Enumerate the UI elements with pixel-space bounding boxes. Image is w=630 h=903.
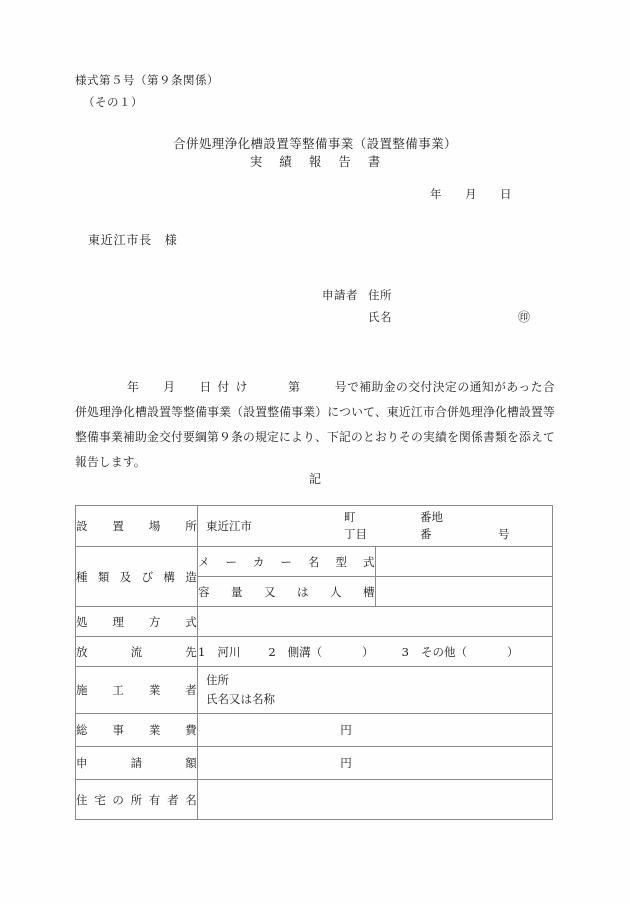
applicant-address-label: 住所 [368,288,392,302]
cell-builder[interactable] [198,667,553,714]
date-line: 年 月 日 [430,187,518,201]
application-amount-currency: 円 [340,756,352,770]
label-capacity: 容量又は人槽 [198,577,376,607]
body-line2: 設置等整備事業（設置整備事業）について、東近江市合併処理浄化槽設置等整備事業補助 [75,405,555,444]
cell-discharge-destination[interactable] [198,637,553,667]
cell-place-address[interactable] [198,506,553,547]
discharge-option-2-close: ） [362,644,374,659]
cell-application-amount[interactable] [198,747,553,780]
body-date-blank: 年 月 日付け [127,380,254,394]
label-application-amount: 申請額 [76,747,198,780]
label-house-owner: 住宅の所有者名 [76,780,198,820]
label-place: 設置場所 [76,506,198,547]
cell-treatment-method[interactable] [198,607,553,637]
body-doc-no-label: 第 [287,380,301,394]
label-maker-model: メーカー名型式 [198,547,376,577]
discharge-options [198,644,552,660]
address-grid [198,506,552,546]
table-row-builder [76,667,553,714]
label-type-structure: 種類及び構造 [76,547,198,607]
label-total-cost: 総事業費 [76,714,198,747]
discharge-option-1-number: 1 [198,644,206,659]
addressee: 東近江市長 様 [88,233,178,247]
report-details-table [75,505,553,820]
applicant-role-label: 申請者 [322,288,358,302]
address-unit-ban: 番 [420,527,432,541]
label-treatment-method: 処理方式 [76,607,198,637]
table-row-outlet [76,637,553,667]
discharge-option-3-close: ） [506,644,519,659]
seal-icon: ㊞ [518,310,531,324]
form-number: 様式第５号（第９条関係） [75,73,219,87]
discharge-option-2-number: 2 [268,644,276,659]
form-part-number: （その１） [83,95,143,109]
discharge-option-1-label[interactable]: 河川 [217,644,241,659]
discharge-option-3-label[interactable]: その他（ [420,644,467,659]
applicant-name-label: 氏名 [368,310,392,324]
cell-house-owner[interactable] [198,780,553,820]
applicant-address-row [322,287,530,309]
address-unit-town: 町 [344,510,356,524]
body-line3: 金交付要綱第９条の規定により、下記のとおりその実績を関係書類を添えて報告します。 [75,430,555,469]
table-row-owner [76,780,553,820]
address-city: 東近江市 [206,519,252,533]
table-row-total-cost [76,714,553,747]
total-cost-currency: 円 [340,723,352,737]
discharge-option-3-number: 3 [401,644,409,659]
ki-marker: 記 [308,472,321,486]
document-title-main: 合併処理浄化槽設置等整備事業（設置整備事業） [173,136,457,151]
table-row-treatment [76,607,553,637]
address-unit-banchi: 番地 [420,510,443,524]
document-title-sub: 実績報告書 [249,154,398,169]
table-row-application-amount [76,747,553,780]
builder-name-label: 氏名又は名称 [206,692,275,706]
cell-total-cost[interactable] [198,714,553,747]
discharge-option-2-label[interactable]: 側溝（ [287,644,323,659]
address-unit-go: 号 [498,527,510,541]
table-row-place [76,506,553,547]
builder-address-label: 住所 [206,673,229,687]
cell-maker-model[interactable] [375,547,553,577]
cell-capacity[interactable] [375,577,553,607]
label-discharge-destination: 放流先 [76,637,198,667]
body-line1-tail: 号で補助金の交付決定の通知があった合併処理浄化槽 [75,380,555,419]
address-unit-chome: 丁目 [344,527,367,541]
applicant-name-row [322,309,530,331]
table-row-type-maker [76,547,553,577]
label-builder: 施工業者 [76,667,198,714]
applicant-block [322,287,530,331]
builder-lines [198,667,552,713]
body-paragraph [75,375,555,475]
